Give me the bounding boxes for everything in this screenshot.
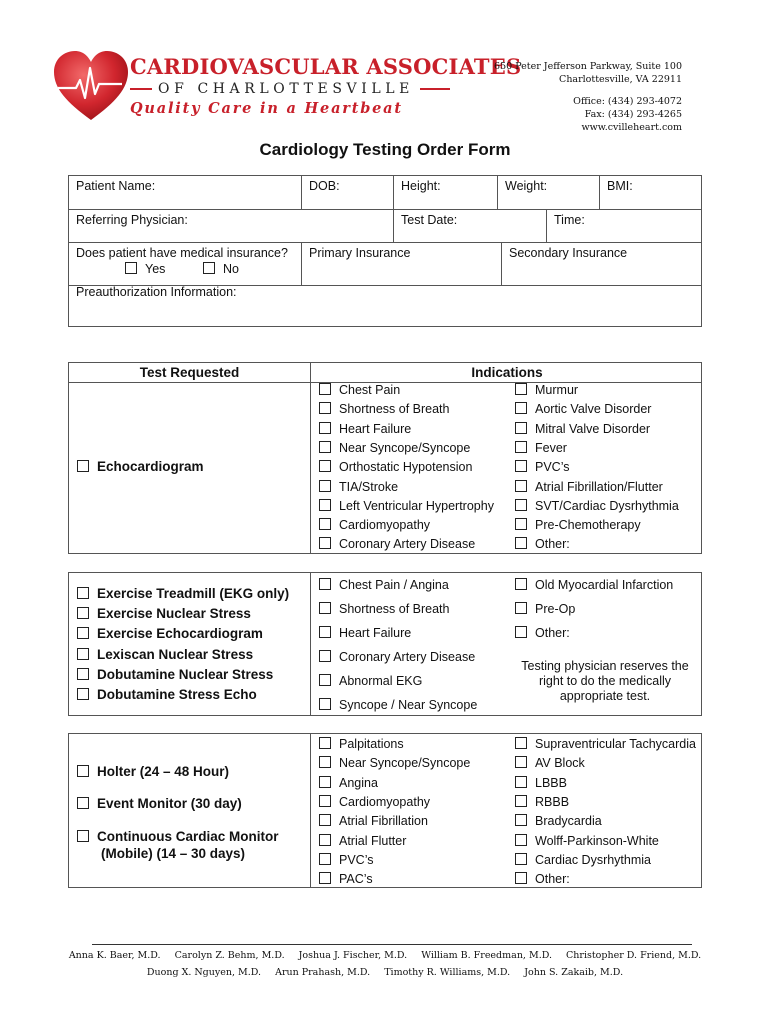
heart-logo-icon: [52, 50, 130, 122]
physician-list-row1: [0, 950, 770, 961]
checkbox-icon[interactable]: [515, 422, 527, 434]
checkbox-icon[interactable]: [77, 607, 89, 619]
indication-option[interactable]: [319, 402, 449, 416]
indication-label: Chest Pain: [339, 383, 401, 397]
indication-option[interactable]: [515, 537, 570, 551]
referring-physician-field[interactable]: Referring Physician:: [76, 213, 188, 227]
preauthorization-field[interactable]: Preauthorization Information:: [76, 285, 237, 299]
checkbox-icon[interactable]: [319, 422, 331, 434]
checkbox-icon[interactable]: [77, 648, 89, 660]
indication-label: Near Syncope/Syncope: [339, 756, 471, 771]
brand-tagline: Quality Care in a Heartbeat: [130, 100, 403, 117]
test-option[interactable]: [77, 687, 257, 702]
checkbox-icon[interactable]: [515, 499, 527, 511]
bmi-field[interactable]: BMI:: [607, 179, 633, 193]
physician-name: William B. Freedman, M.D.: [421, 950, 553, 961]
indication-option[interactable]: [319, 814, 428, 828]
checkbox-icon[interactable]: [319, 518, 331, 530]
indication-option[interactable]: [515, 737, 696, 751]
test-holter[interactable]: Holter (24 – 48 Hour): [77, 764, 229, 779]
checkbox-icon[interactable]: [515, 853, 527, 865]
checkbox-icon[interactable]: [515, 460, 527, 472]
indication-label: Angina: [339, 775, 378, 790]
checkbox-icon[interactable]: [515, 602, 527, 614]
indication-label: Old Myocardial Infarction: [535, 578, 674, 592]
checkbox-icon[interactable]: [77, 668, 89, 680]
checkbox-icon[interactable]: [515, 872, 527, 884]
indication-option[interactable]: [515, 872, 570, 886]
brand-rule-right: [420, 88, 450, 90]
checkbox-icon[interactable]: [515, 737, 527, 749]
indication-option[interactable]: [515, 441, 567, 455]
brand-rule-left: [130, 88, 152, 90]
indication-label: Left Ventricular Hypertrophy: [339, 498, 494, 513]
section-echocardiogram: [68, 362, 702, 554]
checkbox-icon[interactable]: [515, 795, 527, 807]
indication-label: Cardiac Dysrhythmia: [535, 852, 652, 867]
checkbox-icon[interactable]: [125, 262, 137, 274]
indication-option[interactable]: [319, 460, 472, 474]
indication-label: Chest Pain / Angina: [339, 578, 449, 592]
indication-label: Atrial Fibrillation: [339, 814, 428, 829]
brand-location-row: [130, 81, 450, 97]
indication-option[interactable]: [515, 578, 673, 592]
indication-option[interactable]: [515, 480, 663, 494]
checkbox-icon[interactable]: [319, 626, 331, 638]
footer-rule: [92, 944, 692, 945]
indication-label: Other:: [535, 537, 570, 552]
indication-option[interactable]: [515, 776, 567, 790]
indication-option[interactable]: [515, 814, 602, 828]
indication-option[interactable]: [515, 795, 569, 809]
checkbox-icon[interactable]: [77, 460, 89, 472]
indication-option[interactable]: [515, 626, 570, 640]
checkbox-icon[interactable]: [77, 830, 89, 842]
checkbox-icon[interactable]: [77, 688, 89, 700]
physician-name: John S. Zakaib, M.D.: [524, 967, 624, 978]
physician-name: Arun Prahash, M.D.: [275, 967, 371, 978]
indication-option[interactable]: [515, 518, 641, 532]
indication-option[interactable]: [515, 834, 659, 848]
checkbox-icon[interactable]: [319, 872, 331, 884]
insurance-yes[interactable]: Yes: [125, 262, 165, 276]
primary-insurance-field[interactable]: Primary Insurance: [309, 246, 411, 260]
indication-label: Coronary Artery Disease: [339, 537, 476, 552]
checkbox-icon[interactable]: [77, 587, 89, 599]
indication-label: Cardiomyopathy: [339, 518, 431, 533]
indication-label: PAC’s: [339, 872, 373, 887]
indication-option[interactable]: [319, 480, 398, 494]
col-header-indications: Indications: [471, 365, 543, 380]
physician-list-row2: [0, 967, 770, 978]
indication-label: Shortness of Breath: [339, 602, 450, 616]
brand-block: [130, 54, 522, 117]
indication-option[interactable]: [319, 650, 475, 664]
test-echocardiogram[interactable]: Echocardiogram: [77, 459, 204, 474]
checkbox-icon[interactable]: [319, 441, 331, 453]
indication-option[interactable]: [319, 578, 449, 592]
section-stress-tests: [68, 572, 702, 716]
secondary-insurance-field[interactable]: Secondary Insurance: [509, 246, 628, 260]
checkbox-icon[interactable]: [319, 834, 331, 846]
checkbox-icon[interactable]: [515, 402, 527, 414]
checkbox-icon[interactable]: [319, 650, 331, 662]
checkbox-icon[interactable]: [319, 460, 331, 472]
checkbox-icon[interactable]: [515, 578, 527, 590]
weight-field[interactable]: Weight:: [505, 179, 548, 193]
checkbox-icon[interactable]: [77, 627, 89, 639]
checkbox-icon[interactable]: [515, 383, 527, 395]
checkbox-icon[interactable]: [77, 797, 89, 809]
checkbox-icon[interactable]: [515, 441, 527, 453]
indication-option[interactable]: [319, 422, 411, 436]
physician-name: Duong X. Nguyen, M.D.: [146, 967, 262, 978]
test-option[interactable]: [77, 586, 289, 601]
checkbox-icon[interactable]: [319, 480, 331, 492]
testing-physician-note: Testing physician reserves the right to do the medically appropriate test.: [521, 659, 689, 703]
checkbox-icon[interactable]: [319, 578, 331, 590]
test-label: Exercise Treadmill (EKG only): [97, 586, 290, 601]
checkbox-icon[interactable]: [319, 499, 331, 511]
indication-option[interactable]: [319, 776, 378, 790]
test-label: Lexiscan Nuclear Stress: [97, 646, 254, 662]
checkbox-icon[interactable]: [319, 383, 331, 395]
checkbox-icon[interactable]: [515, 518, 527, 530]
indication-label: PVC’s: [339, 852, 374, 867]
indication-option[interactable]: [319, 537, 475, 551]
indication-label: Orthostatic Hypotension: [339, 460, 473, 475]
test-option[interactable]: [77, 667, 273, 682]
indication-label: Shortness of Breath: [339, 402, 450, 417]
physician-name: Timothy R. Williams, M.D.: [384, 967, 511, 978]
indication-label: Abnormal EKG: [339, 674, 423, 688]
indication-label: Aortic Valve Disorder: [535, 402, 652, 417]
checkbox-icon[interactable]: [515, 776, 527, 788]
indication-label: Heart Failure: [339, 421, 412, 436]
indication-option[interactable]: [319, 756, 470, 770]
test-continuous-monitor-detail: (Mobile) (14 – 30 days): [101, 846, 246, 861]
checkbox-icon[interactable]: [319, 814, 331, 826]
indication-label: Heart Failure: [339, 626, 412, 640]
test-label: Exercise Echocardiogram: [97, 626, 263, 642]
checkbox-icon[interactable]: [515, 626, 527, 638]
checkbox-icon[interactable]: [203, 262, 215, 274]
checkbox-icon[interactable]: [319, 537, 331, 549]
physician-name: Anna K. Baer, M.D.: [68, 950, 161, 961]
insurance-question: Does patient have medical insurance?: [76, 246, 288, 260]
indication-option[interactable]: [319, 441, 470, 455]
test-option[interactable]: [77, 606, 251, 621]
indication-option[interactable]: [515, 460, 570, 474]
indication-option[interactable]: [515, 383, 578, 397]
checkbox-icon[interactable]: [319, 756, 331, 768]
indication-option[interactable]: [319, 795, 430, 809]
checkbox-icon[interactable]: [319, 602, 331, 614]
dob-field[interactable]: DOB:: [309, 179, 340, 193]
patient-info-table: [68, 175, 702, 327]
indication-label: RBBB: [535, 794, 570, 809]
patient-name-field[interactable]: Patient Name:: [76, 179, 156, 193]
test-option[interactable]: [77, 626, 263, 641]
indication-label: Wolff-Parkinson-White: [535, 833, 659, 848]
test-date-field[interactable]: Test Date:: [401, 213, 458, 227]
checkbox-icon[interactable]: [319, 853, 331, 865]
fax-number: Fax: (434) 293-4265: [584, 109, 682, 120]
indication-label: Supraventricular Tachycardia: [535, 737, 696, 751]
section-monitors: [68, 733, 702, 888]
brand-name: CARDIOVASCULAR ASSOCIATES: [130, 54, 522, 79]
insurance-no[interactable]: No: [203, 262, 239, 276]
indication-label: Mitral Valve Disorder: [535, 421, 651, 436]
checkbox-icon[interactable]: [515, 814, 527, 826]
test-continuous-monitor[interactable]: Continuous Cardiac Monitor: [77, 829, 279, 844]
indication-label: Fever: [535, 440, 567, 455]
test-label: Exercise Nuclear Stress: [97, 606, 251, 622]
indication-option[interactable]: [319, 518, 430, 532]
indication-option[interactable]: [319, 834, 406, 848]
physician-name: Carolyn Z. Behm, M.D.: [174, 950, 285, 961]
indication-option[interactable]: [319, 698, 477, 712]
indication-option[interactable]: [319, 626, 411, 640]
indication-option[interactable]: [319, 872, 373, 886]
checkbox-icon[interactable]: [515, 834, 527, 846]
checkbox-icon[interactable]: [515, 537, 527, 549]
time-field[interactable]: Time:: [554, 213, 585, 227]
indication-label: LBBB: [535, 775, 567, 790]
indication-label: Bradycardia: [535, 814, 602, 829]
form-title: Cardiology Testing Order Form: [259, 140, 511, 159]
address-line1: 650 Peter Jefferson Parkway, Suite 100: [494, 61, 682, 72]
indication-option[interactable]: [515, 756, 585, 770]
checkbox-icon[interactable]: [77, 765, 89, 777]
indication-option[interactable]: [515, 499, 679, 513]
contact-block: [494, 60, 682, 134]
indication-label: AV Block: [535, 756, 585, 771]
indication-option[interactable]: [319, 499, 494, 513]
indication-label: Atrial Fibrillation/Flutter: [535, 479, 663, 494]
height-field[interactable]: Height:: [401, 179, 441, 193]
indication-label: PVC’s: [535, 460, 570, 475]
physician-name: Christopher D. Friend, M.D.: [566, 950, 702, 961]
checkbox-icon[interactable]: [319, 795, 331, 807]
indication-label: Palpitations: [339, 737, 404, 751]
indication-option[interactable]: [515, 602, 575, 616]
indication-label: Other:: [535, 872, 570, 887]
brand-location: OF CHARLOTTESVILLE: [158, 81, 414, 97]
checkbox-icon[interactable]: [319, 674, 331, 686]
indication-label: Atrial Flutter: [339, 833, 407, 848]
test-event-monitor[interactable]: Event Monitor (30 day): [77, 796, 242, 811]
indication-option[interactable]: [319, 674, 422, 688]
checkbox-icon[interactable]: [515, 480, 527, 492]
office-phone: Office: (434) 293-4072: [573, 96, 682, 107]
indication-label: SVT/Cardiac Dysrhythmia: [535, 498, 679, 513]
heart-logo: [52, 50, 130, 122]
indication-option[interactable]: [319, 737, 404, 751]
indication-label: Pre-Op: [535, 602, 576, 616]
address-line2: Charlottesville, VA 22911: [559, 74, 682, 85]
indication-option[interactable]: [515, 402, 651, 416]
checkbox-icon[interactable]: [319, 776, 331, 788]
physician-name: Joshua J. Fischer, M.D.: [298, 950, 408, 961]
indication-label: Cardiomyopathy: [339, 794, 431, 809]
checkbox-icon[interactable]: [515, 756, 527, 768]
indication-label: Near Syncope/Syncope: [339, 440, 471, 455]
indication-option[interactable]: [515, 853, 651, 867]
test-label: Dobutamine Stress Echo: [97, 687, 257, 702]
website-link[interactable]: www.cvilleheart.com: [581, 122, 682, 133]
indication-label: TIA/Stroke: [339, 479, 399, 494]
col-header-test: Test Requested: [139, 365, 240, 380]
indication-option[interactable]: [319, 602, 449, 616]
checkbox-icon[interactable]: [319, 737, 331, 749]
indication-option[interactable]: [319, 853, 374, 867]
test-option[interactable]: [77, 647, 253, 662]
checkbox-icon[interactable]: [319, 698, 331, 710]
indication-label: Other:: [535, 626, 570, 640]
indication-label: Syncope / Near Syncope: [339, 698, 478, 712]
indication-label: Coronary Artery Disease: [339, 650, 476, 664]
indication-option[interactable]: [515, 422, 650, 436]
indication-label: Murmur: [535, 383, 579, 397]
indication-option[interactable]: [319, 383, 400, 397]
test-label: Dobutamine Nuclear Stress: [97, 666, 274, 682]
checkbox-icon[interactable]: [319, 402, 331, 414]
indication-label: Pre-Chemotherapy: [535, 518, 641, 533]
